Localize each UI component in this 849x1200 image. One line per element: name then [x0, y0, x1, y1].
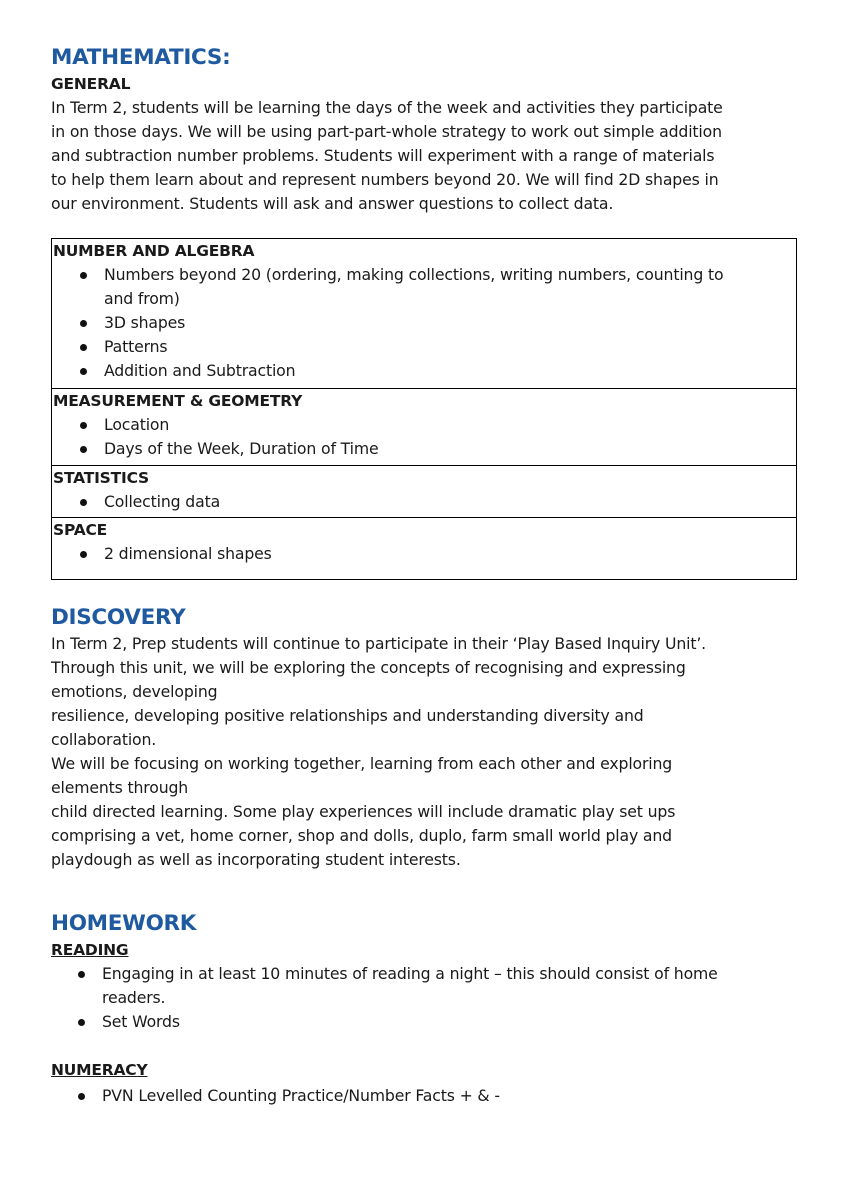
reading-label: READING — [51, 941, 129, 959]
math-topics-table — [51, 238, 797, 580]
discovery-line: child directed learning. Some play experiences will include dramatic play set ups — [51, 802, 676, 821]
bullet-icon — [80, 446, 87, 453]
mathematics-heading: MATHEMATICS: — [51, 45, 231, 70]
discovery-line: emotions, developing — [51, 682, 218, 701]
homework-heading: HOMEWORK — [51, 911, 197, 936]
section-title: MEASUREMENT & GEOMETRY — [53, 392, 303, 410]
numeracy-label: NUMERACY — [51, 1061, 148, 1079]
list-item: Collecting data — [53, 490, 794, 514]
section-title: STATISTICS — [53, 469, 149, 487]
list-item: Location — [53, 413, 794, 437]
list-item: Engaging in at least 10 minutes of reading a night – this should consist of home readers. — [51, 962, 797, 1010]
general-line: In Term 2, students will be learning the days of the week and activities they participate — [51, 98, 723, 117]
discovery-line: playdough as well as incorporating student interests. — [51, 850, 461, 869]
list-item: Addition and Subtraction — [53, 359, 794, 383]
section-measurement-geometry — [52, 388, 796, 465]
list-item: 3D shapes — [53, 311, 794, 335]
bullet-icon — [80, 368, 87, 375]
general-line: our environment. Students will ask and answer questions to collect data. — [51, 194, 614, 213]
discovery-line: collaboration. — [51, 730, 157, 749]
discovery-line: resilience, developing positive relationships and understanding diversity and — [51, 706, 644, 725]
list-item: Numbers beyond 20 (ordering, making collections, writing numbers, counting to and from) — [53, 263, 794, 311]
discovery-line: Through this unit, we will be exploring the concepts of recognising and expressing — [51, 658, 686, 677]
list-item: Patterns — [53, 335, 794, 359]
section-title: NUMBER AND ALGEBRA — [53, 242, 255, 260]
bullet-icon — [80, 344, 87, 351]
section-title: SPACE — [53, 521, 108, 539]
section-number-algebra — [52, 239, 796, 388]
list-item: 2 dimensional shapes — [53, 542, 794, 566]
bullet-icon — [78, 1093, 85, 1100]
bullet-icon — [80, 422, 87, 429]
discovery-line: comprising a vet, home corner, shop and dolls, duplo, farm small world play and — [51, 826, 672, 845]
bullet-icon — [80, 320, 87, 327]
document-page — [51, 44, 797, 1108]
discovery-line: In Term 2, Prep students will continue to participate in their ‘Play Based Inquiry Unit’. — [51, 634, 706, 653]
general-line: to help them learn about and represent numbers beyond 20. We will find 2D shapes in — [51, 170, 719, 189]
list-item: Set Words — [51, 1010, 797, 1034]
general-label: GENERAL — [51, 75, 131, 93]
bullet-icon — [78, 971, 85, 978]
general-paragraph — [51, 96, 797, 216]
general-line: in on those days. We will be using part-part-whole strategy to work out simple addition — [51, 122, 722, 141]
reading-list — [51, 962, 797, 1034]
bullet-icon — [80, 499, 87, 506]
discovery-paragraph — [51, 632, 797, 872]
bullet-icon — [78, 1019, 85, 1026]
section-statistics — [52, 465, 796, 517]
general-line: and subtraction number problems. Students will experiment with a range of materials — [51, 146, 715, 165]
section-space — [52, 517, 796, 579]
bullet-icon — [80, 551, 87, 558]
numeracy-list — [51, 1084, 797, 1108]
discovery-heading: DISCOVERY — [51, 605, 186, 630]
discovery-line: elements through — [51, 778, 189, 797]
bullet-icon — [80, 272, 87, 279]
discovery-line: We will be focusing on working together, learning from each other and exploring — [51, 754, 673, 773]
list-item: Days of the Week, Duration of Time — [53, 437, 794, 461]
list-item: PVN Levelled Counting Practice/Number Facts + & - — [51, 1084, 797, 1108]
